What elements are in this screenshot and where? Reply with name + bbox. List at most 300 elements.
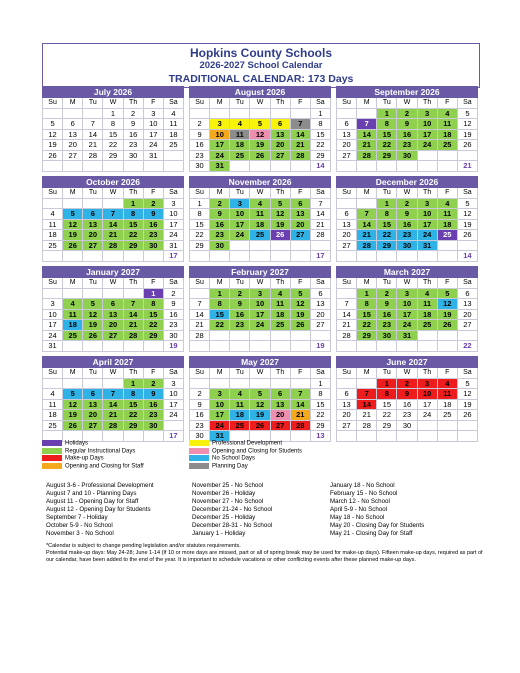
day-cell: 24 (144, 140, 164, 151)
day-cell (250, 379, 270, 390)
day-cell (337, 289, 357, 300)
day-cell: 25 (438, 140, 458, 151)
day-cell: 29 (124, 421, 144, 432)
day-cell (418, 151, 438, 162)
weekday-header: Th (418, 188, 438, 199)
day-cell: 26 (438, 320, 458, 331)
day-cell: 2 (144, 379, 164, 390)
day-cell (250, 109, 270, 120)
day-cell: 12 (63, 220, 83, 231)
day-cell (250, 341, 270, 352)
day-cell: 13 (103, 310, 123, 321)
day-cell: 11 (418, 299, 438, 310)
day-cell: 28 (190, 331, 210, 342)
day-cell: 22 (357, 320, 377, 331)
month-days (189, 368, 331, 442)
day-cell: 15 (124, 220, 144, 231)
day-cell (144, 341, 164, 352)
month-day-count: 14 (311, 161, 331, 172)
weekday-header: W (250, 368, 270, 379)
month-5 (336, 176, 478, 262)
day-cell: 23 (397, 230, 417, 241)
day-cell: 10 (164, 209, 184, 220)
weekday-header: W (397, 188, 417, 199)
day-cell: 30 (397, 421, 417, 432)
day-cell: 7 (103, 209, 123, 220)
day-cell: 25 (43, 421, 63, 432)
day-cell: 26 (63, 421, 83, 432)
day-cell: 10 (397, 299, 417, 310)
day-cell: 6 (83, 389, 103, 400)
day-cell: 22 (103, 140, 123, 151)
day-cell: 14 (291, 400, 311, 411)
day-cell: 3 (418, 109, 438, 120)
day-cell: 5 (458, 109, 478, 120)
day-cell: 5 (63, 389, 83, 400)
events-column (46, 482, 154, 538)
day-cell (103, 379, 123, 390)
day-cell (63, 251, 83, 262)
day-cell (291, 161, 311, 172)
day-cell: 14 (337, 310, 357, 321)
weekday-header: F (438, 98, 458, 109)
day-cell (230, 241, 250, 252)
weekday-header: W (250, 188, 270, 199)
day-cell: 4 (271, 289, 291, 300)
weekday-header: Tu (230, 368, 250, 379)
month-4 (189, 176, 331, 262)
day-cell (250, 241, 270, 252)
day-cell (458, 421, 478, 432)
day-cell: 9 (230, 299, 250, 310)
day-cell (190, 379, 210, 390)
day-cell: 29 (377, 241, 397, 252)
day-cell: 9 (144, 389, 164, 400)
day-cell: 25 (63, 331, 83, 342)
weekday-header: Sa (311, 368, 331, 379)
weekday-header: W (250, 278, 270, 289)
weekday-header: W (250, 98, 270, 109)
day-cell: 14 (291, 130, 311, 141)
day-cell: 11 (164, 119, 184, 130)
day-cell (418, 341, 438, 352)
notes (46, 543, 486, 564)
day-cell: 9 (144, 209, 164, 220)
day-cell: 4 (438, 199, 458, 210)
day-cell: 8 (377, 389, 397, 400)
day-cell: 19 (291, 310, 311, 321)
day-cell (418, 161, 438, 172)
day-cell: 20 (291, 220, 311, 231)
day-cell: 17 (164, 400, 184, 411)
day-cell: 5 (271, 199, 291, 210)
weekday-header: F (438, 368, 458, 379)
page-subtitle: 2026-2027 School Calendar (199, 60, 323, 71)
day-cell: 25 (250, 230, 270, 241)
legend (42, 440, 480, 470)
day-cell: 23 (164, 320, 184, 331)
day-cell: 13 (311, 299, 331, 310)
legend-label: Professional Development (212, 440, 283, 447)
day-cell: 17 (230, 220, 250, 231)
day-cell: 7 (291, 389, 311, 400)
month-days (189, 278, 331, 352)
day-cell (103, 199, 123, 210)
day-cell: 18 (63, 320, 83, 331)
day-cell: 2 (210, 199, 230, 210)
day-cell (43, 289, 63, 300)
day-cell: 25 (271, 320, 291, 331)
day-cell: 6 (458, 289, 478, 300)
month-day-count: 19 (164, 341, 184, 352)
day-cell: 24 (418, 140, 438, 151)
legend-label: Planning Day (212, 463, 248, 470)
day-cell: 2 (144, 199, 164, 210)
day-cell (83, 341, 103, 352)
day-cell: 7 (291, 119, 311, 130)
day-cell: 21 (357, 140, 377, 151)
day-cell: 25 (438, 230, 458, 241)
month-title: June 2027 (336, 356, 478, 368)
day-cell: 24 (418, 230, 438, 241)
weekday-header: Su (43, 188, 63, 199)
day-cell: 14 (83, 130, 103, 141)
day-cell (337, 161, 357, 172)
month-title: August 2026 (189, 86, 331, 98)
day-cell: 3 (230, 199, 250, 210)
day-cell: 26 (458, 140, 478, 151)
day-cell: 2 (397, 109, 417, 120)
day-cell: 9 (190, 130, 210, 141)
day-cell: 5 (250, 389, 270, 400)
day-cell (210, 109, 230, 120)
day-cell: 5 (43, 119, 63, 130)
day-cell: 8 (311, 389, 331, 400)
day-cell: 14 (103, 400, 123, 411)
weekday-header: W (103, 188, 123, 199)
weekday-header: Tu (377, 278, 397, 289)
legend-swatch (42, 455, 62, 461)
day-cell: 23 (377, 320, 397, 331)
day-cell: 11 (271, 299, 291, 310)
month-title: January 2027 (42, 266, 184, 278)
day-cell: 22 (144, 320, 164, 331)
day-cell: 1 (311, 109, 331, 120)
day-cell: 14 (311, 209, 331, 220)
day-cell: 17 (210, 410, 230, 421)
day-cell: 8 (377, 209, 397, 220)
day-cell (63, 161, 83, 172)
day-cell: 6 (337, 209, 357, 220)
weekday-header: Sa (458, 188, 478, 199)
day-cell: 27 (337, 241, 357, 252)
event-item: February 15 - No School (330, 490, 398, 497)
month-8 (336, 266, 478, 352)
weekday-header: Th (271, 278, 291, 289)
day-cell: 16 (124, 130, 144, 141)
day-cell: 21 (357, 230, 377, 241)
day-cell: 13 (337, 130, 357, 141)
day-cell: 23 (210, 230, 230, 241)
day-cell (377, 341, 397, 352)
month-7 (189, 266, 331, 352)
legend-label: Make-up Days (65, 455, 104, 462)
event-item: December 21-24 - No School (192, 506, 273, 513)
day-cell: 11 (438, 209, 458, 220)
day-cell: 2 (397, 199, 417, 210)
note-text: Potential make-up days: May 24-28; June 1-14 (If 10 or more days are missed, part or all of spring break may be used for make-up days). Fifteen make-up days, required as part of our calendar, have been added to the end of the year. It is important to schedule vacations or other conflicting events after these planned make-up days. (46, 550, 483, 563)
month-days (336, 368, 478, 442)
day-cell: 30 (164, 331, 184, 342)
day-cell: 18 (43, 410, 63, 421)
day-cell: 13 (63, 130, 83, 141)
day-cell (250, 331, 270, 342)
day-cell: 1 (103, 109, 123, 120)
weekday-header: Th (124, 188, 144, 199)
day-cell: 18 (230, 410, 250, 421)
weekday-header: F (144, 368, 164, 379)
day-cell: 29 (311, 151, 331, 162)
day-cell: 26 (83, 331, 103, 342)
day-cell: 8 (190, 209, 210, 220)
month-0 (42, 86, 184, 172)
day-cell: 15 (144, 310, 164, 321)
day-cell: 12 (250, 400, 270, 411)
day-cell: 5 (438, 289, 458, 300)
day-cell (438, 151, 458, 162)
legend-item (189, 440, 282, 447)
day-cell: 24 (418, 410, 438, 421)
legend-swatch (42, 463, 62, 469)
event-item: April 5-9 - No School (330, 506, 388, 513)
event-item: December 25 - Holiday (192, 514, 256, 521)
weekday-header: Su (43, 368, 63, 379)
day-cell: 12 (291, 299, 311, 310)
day-cell: 8 (377, 119, 397, 130)
day-cell: 27 (271, 151, 291, 162)
month-days (189, 188, 331, 262)
day-cell: 6 (63, 119, 83, 130)
day-cell: 17 (397, 310, 417, 321)
day-cell (230, 331, 250, 342)
day-cell: 22 (210, 320, 230, 331)
legend-swatch (42, 440, 62, 446)
day-cell: 23 (144, 230, 164, 241)
weekday-header: Tu (377, 98, 397, 109)
weekday-header: F (438, 278, 458, 289)
weekday-header: Su (43, 278, 63, 289)
day-cell: 20 (83, 230, 103, 241)
day-cell (103, 161, 123, 172)
day-cell (418, 421, 438, 432)
day-cell: 16 (397, 400, 417, 411)
calendar-type: TRADITIONAL CALENDAR: 173 Days (168, 73, 354, 85)
day-cell (337, 379, 357, 390)
page-title: Hopkins County Schools (189, 46, 332, 60)
day-cell: 19 (250, 140, 270, 151)
month-title: March 2027 (336, 266, 478, 278)
weekday-header: Su (190, 368, 210, 379)
weekday-header: Su (43, 98, 63, 109)
month-6 (42, 266, 184, 352)
day-cell: 9 (397, 389, 417, 400)
legend-label: Regular Instructional Days (65, 448, 136, 455)
weekday-header: F (291, 98, 311, 109)
day-cell: 28 (337, 331, 357, 342)
event-item: October 5-9 - No School (46, 522, 113, 529)
weekday-header: W (103, 368, 123, 379)
day-cell: 4 (250, 199, 270, 210)
day-cell: 20 (337, 140, 357, 151)
day-cell: 6 (311, 289, 331, 300)
day-cell: 1 (124, 379, 144, 390)
day-cell: 29 (144, 331, 164, 342)
day-cell: 26 (43, 151, 63, 162)
day-cell: 1 (311, 379, 331, 390)
day-cell: 16 (190, 410, 210, 421)
day-cell: 20 (83, 410, 103, 421)
weekday-header: W (397, 98, 417, 109)
day-cell: 26 (250, 151, 270, 162)
day-cell: 18 (438, 130, 458, 141)
weekday-header: Th (124, 278, 144, 289)
day-cell: 24 (210, 151, 230, 162)
day-cell: 19 (63, 410, 83, 421)
event-item: March 12 - No School (330, 498, 390, 505)
day-cell: 19 (458, 130, 478, 141)
weekday-header: F (438, 188, 458, 199)
month-title: April 2027 (42, 356, 184, 368)
day-cell: 25 (43, 241, 63, 252)
day-cell: 11 (438, 389, 458, 400)
day-cell: 10 (230, 209, 250, 220)
day-cell: 11 (250, 209, 270, 220)
day-cell: 15 (124, 400, 144, 411)
day-cell: 26 (250, 421, 270, 432)
weekday-header: M (63, 368, 83, 379)
day-cell: 3 (210, 389, 230, 400)
day-cell: 15 (311, 130, 331, 141)
weekday-header: Tu (377, 188, 397, 199)
weekday-header: Tu (83, 188, 103, 199)
day-cell: 8 (357, 299, 377, 310)
day-cell: 31 (397, 331, 417, 342)
legend-item (42, 440, 88, 447)
day-cell: 18 (250, 220, 270, 231)
day-cell: 8 (144, 299, 164, 310)
day-cell (438, 251, 458, 262)
day-cell: 16 (397, 130, 417, 141)
day-cell: 9 (190, 400, 210, 411)
day-cell (357, 251, 377, 262)
day-cell: 22 (377, 230, 397, 241)
day-cell: 17 (418, 220, 438, 231)
event-item: August 11 - Opening Day for Staff (46, 498, 139, 505)
day-cell (357, 109, 377, 120)
day-cell: 26 (458, 410, 478, 421)
day-cell: 6 (337, 119, 357, 130)
event-item: May 20 - Closing Day for Students (330, 522, 425, 529)
day-cell: 21 (190, 320, 210, 331)
day-cell: 27 (291, 230, 311, 241)
day-cell: 13 (83, 220, 103, 231)
day-cell (63, 199, 83, 210)
day-cell: 19 (63, 230, 83, 241)
day-cell: 21 (103, 230, 123, 241)
weekday-header: Tu (230, 98, 250, 109)
month-day-count: 17 (164, 431, 184, 442)
day-cell: 29 (377, 151, 397, 162)
day-cell: 6 (291, 199, 311, 210)
day-cell: 10 (210, 130, 230, 141)
day-cell: 7 (311, 199, 331, 210)
day-cell (271, 251, 291, 262)
weekday-header: F (144, 188, 164, 199)
day-cell (43, 251, 63, 262)
month-9 (42, 356, 184, 442)
day-cell: 21 (337, 320, 357, 331)
day-cell: 7 (357, 209, 377, 220)
day-cell (190, 341, 210, 352)
day-cell (210, 331, 230, 342)
day-cell (250, 251, 270, 262)
day-cell: 7 (103, 389, 123, 400)
day-cell (63, 289, 83, 300)
day-cell: 15 (103, 130, 123, 141)
day-cell (311, 331, 331, 342)
weekday-header: Sa (311, 278, 331, 289)
month-days (42, 188, 184, 262)
day-cell: 3 (250, 289, 270, 300)
weekday-header: M (210, 98, 230, 109)
day-cell (164, 421, 184, 432)
day-cell: 18 (438, 220, 458, 231)
day-cell: 16 (144, 220, 164, 231)
month-2 (336, 86, 478, 172)
day-cell: 24 (164, 230, 184, 241)
day-cell: 3 (144, 109, 164, 120)
day-cell: 4 (43, 209, 63, 220)
weekday-header: Th (418, 368, 438, 379)
day-cell: 8 (103, 119, 123, 130)
day-cell: 15 (377, 130, 397, 141)
day-cell (357, 341, 377, 352)
day-cell: 2 (190, 119, 210, 130)
day-cell (418, 251, 438, 262)
event-item: November 3 - No School (46, 530, 114, 537)
day-cell: 17 (418, 130, 438, 141)
day-cell: 19 (458, 400, 478, 411)
day-cell: 15 (357, 310, 377, 321)
day-cell: 13 (271, 130, 291, 141)
weekday-header: Th (271, 368, 291, 379)
day-cell (291, 241, 311, 252)
day-cell: 22 (311, 140, 331, 151)
day-cell (397, 251, 417, 262)
day-cell: 25 (438, 410, 458, 421)
day-cell: 28 (357, 421, 377, 432)
day-cell: 13 (83, 400, 103, 411)
day-cell: 9 (377, 299, 397, 310)
day-cell (124, 289, 144, 300)
weekday-header: Th (271, 188, 291, 199)
event-item: August 12 - Opening Day for Students (46, 506, 151, 513)
event-item: November 25 - No School (192, 482, 264, 489)
day-cell (377, 251, 397, 262)
day-cell: 5 (291, 289, 311, 300)
day-cell: 28 (83, 151, 103, 162)
day-cell: 14 (124, 310, 144, 321)
